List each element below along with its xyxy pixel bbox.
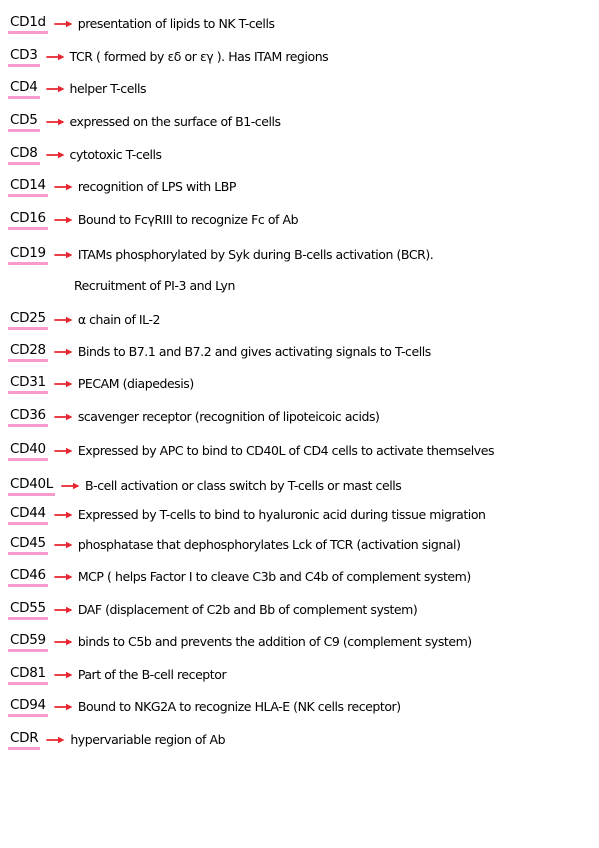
note-entry: [8, 108, 281, 136]
term-label: CD1d: [8, 14, 48, 34]
note-entry: [8, 43, 328, 71]
arrow-icon: [54, 605, 74, 615]
term-label: CD81: [8, 665, 48, 685]
note-entry: [8, 531, 461, 559]
arrow-icon: [54, 347, 74, 357]
arrow-icon: [46, 117, 66, 127]
arrow-icon: [54, 510, 74, 520]
note-entry: [8, 173, 236, 201]
note-entry: [8, 628, 472, 656]
term-label: CD25: [8, 310, 48, 330]
arrow-icon: [54, 670, 74, 680]
arrow-icon: [46, 84, 66, 94]
definition-text: recognition of LPS with LBP: [77, 179, 236, 194]
definition-text: helper T-cells: [69, 81, 147, 96]
definition-text: Bound to FcγRIII to recognize Fc of Ab: [77, 212, 299, 227]
definition-text: Binds to B7.1 and B7.2 and gives activating signals to T-cells: [77, 344, 431, 359]
arrow-icon: [46, 150, 66, 160]
definition-text: binds to C5b and prevents the addition of C9 (complement system): [77, 634, 472, 649]
definition-text: MCP ( helps Factor I to cleave C3b and C4b of complement system): [77, 569, 471, 584]
definition-text: cytotoxic T-cells: [69, 147, 162, 162]
definition-text: hypervariable region of Ab: [70, 732, 226, 747]
arrow-icon: [54, 572, 74, 582]
note-entry: [8, 403, 379, 431]
definition-text: DAF (displacement of C2b and Bb of complement system): [77, 602, 418, 617]
definition-text: PECAM (diapedesis): [77, 376, 194, 391]
term-label: CD94: [8, 697, 48, 717]
term-label: CD16: [8, 210, 48, 230]
arrow-icon: [46, 735, 66, 745]
term-label: CD5: [8, 112, 40, 132]
arrow-icon: [54, 637, 74, 647]
definition-text: Bound to NKG2A to recognize HLA-E (NK cells receptor): [77, 699, 401, 714]
note-entry: [8, 693, 401, 721]
note-entry: [8, 10, 275, 38]
term-label: CD3: [8, 47, 40, 67]
definition-text: presentation of lipids to NK T-cells: [77, 16, 275, 31]
term-label: CD14: [8, 177, 48, 197]
note-entry: [8, 206, 298, 234]
arrow-icon: [54, 315, 74, 325]
arrow-icon: [54, 702, 74, 712]
definition-text: ITAMs phosphorylated by Syk during B-cells activation (BCR).: [77, 247, 434, 262]
arrow-icon: [54, 379, 74, 389]
term-label: CD40: [8, 441, 48, 461]
definition-text: Part of the B-cell receptor: [77, 667, 227, 682]
term-label: CDR: [8, 730, 40, 750]
note-entry: [8, 661, 226, 689]
note-entry: [8, 141, 162, 169]
definition-text: Expressed by APC to bind to CD40L of CD4 cells to activate themselves: [77, 443, 495, 458]
note-entry: [8, 596, 417, 624]
term-label: CD28: [8, 342, 48, 362]
definition-text: phosphatase that dephosphorylates Lck of TCR (activation signal): [77, 537, 461, 552]
note-entry: [8, 338, 431, 366]
definition-continuation: Recruitment of PI-3 and Lyn: [74, 278, 235, 293]
arrow-icon: [54, 446, 74, 456]
definition-text: expressed on the surface of B1-cells: [69, 114, 281, 129]
note-entry: [8, 437, 494, 465]
arrow-icon: [61, 481, 81, 491]
term-label: CD31: [8, 374, 48, 394]
term-label: CD4: [8, 79, 40, 99]
term-label: CD36: [8, 407, 48, 427]
term-label: CD55: [8, 600, 48, 620]
note-entry: [8, 726, 225, 754]
definition-text: TCR ( formed by εδ or εγ ). Has ITAM regions: [69, 49, 329, 64]
definition-text: Expressed by T-cells to bind to hyaluronic acid during tissue migration: [77, 507, 486, 522]
term-label: CD8: [8, 145, 40, 165]
definition-text: scavenger receptor (recognition of lipoteicoic acids): [77, 409, 380, 424]
term-label: CD40L: [8, 476, 55, 496]
arrow-icon: [54, 182, 74, 192]
arrow-icon: [54, 412, 74, 422]
arrow-icon: [54, 215, 74, 225]
note-entry: [8, 241, 433, 269]
note-entry: [8, 563, 471, 591]
note-entry: [8, 501, 486, 529]
definition-text: B-cell activation or class switch by T-cells or mast cells: [85, 478, 402, 493]
note-entry: [8, 472, 401, 500]
term-label: CD59: [8, 632, 48, 652]
note-entry: [8, 370, 194, 398]
arrow-icon: [54, 250, 74, 260]
note-entry: [8, 306, 160, 334]
arrow-icon: [54, 540, 74, 550]
note-entry: [8, 75, 146, 103]
term-label: CD45: [8, 535, 48, 555]
arrow-icon: [54, 19, 74, 29]
term-label: CD19: [8, 245, 48, 265]
arrow-icon: [46, 52, 66, 62]
term-label: CD44: [8, 505, 48, 525]
term-label: CD46: [8, 567, 48, 587]
definition-text: α chain of IL-2: [77, 312, 161, 327]
